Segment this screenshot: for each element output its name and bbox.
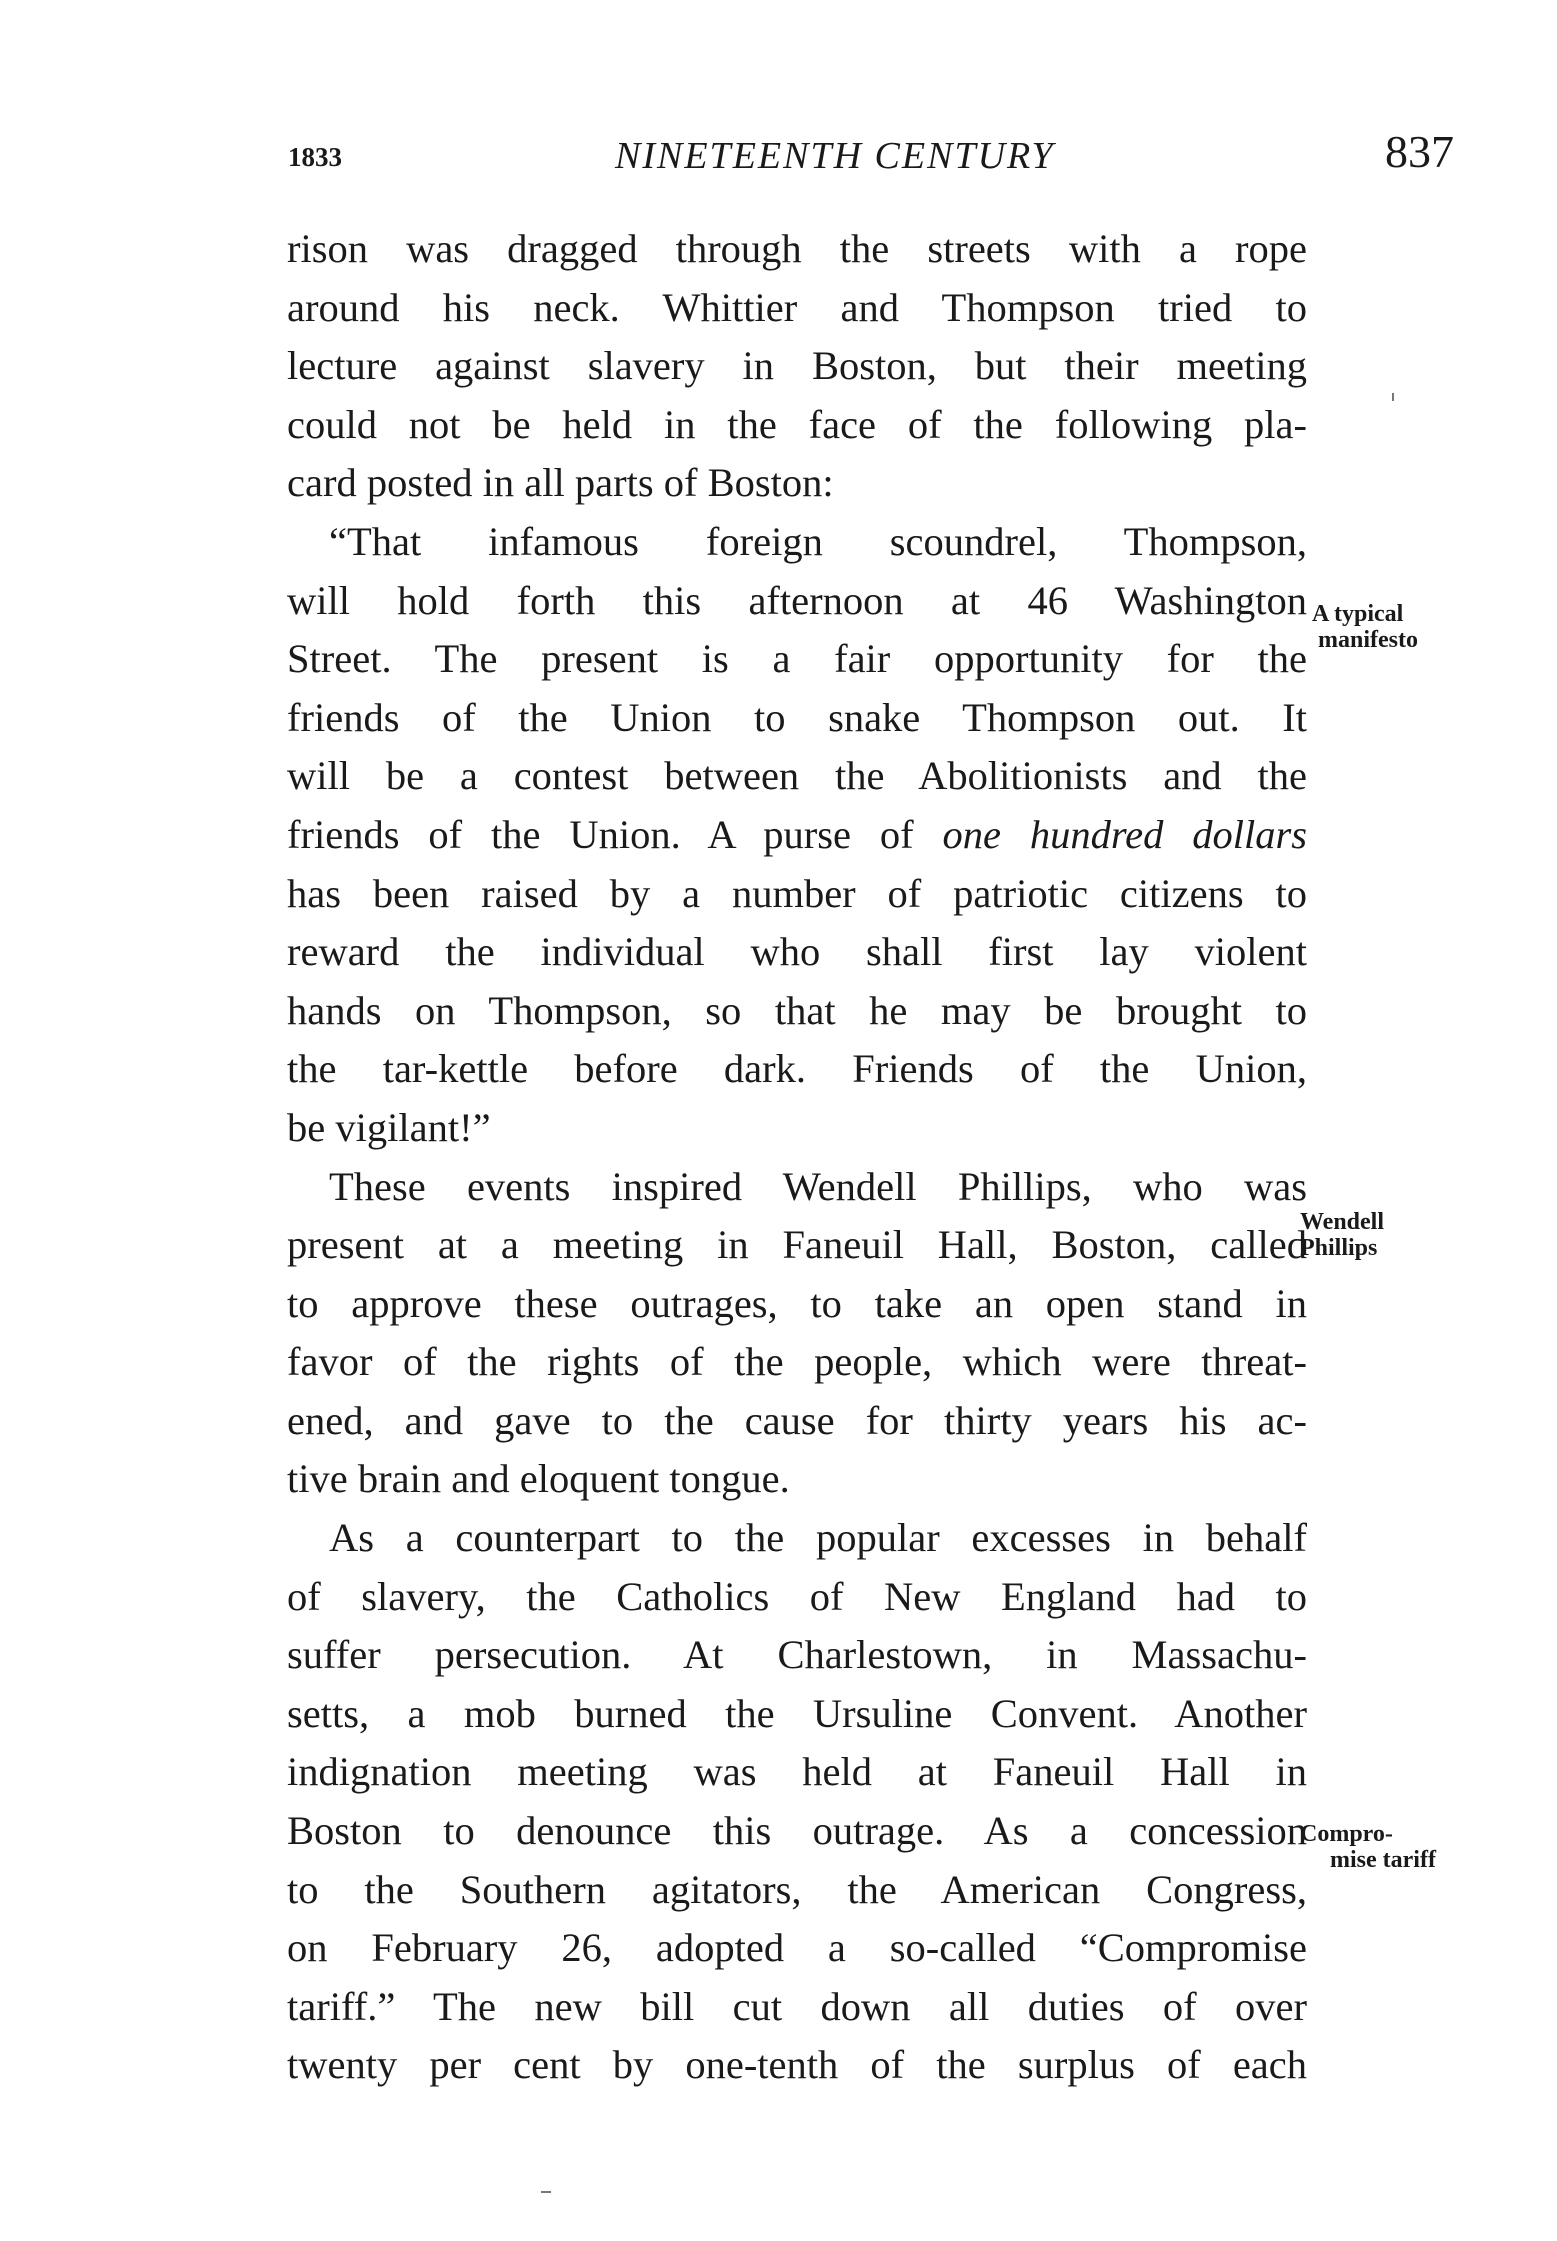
print-speck	[1392, 393, 1394, 401]
margin-note-tariff	[1300, 1822, 1436, 1872]
running-header-year: 1833	[288, 142, 342, 172]
text-line: present at a meeting in Faneuil Hall, Boston, called	[287, 1222, 1307, 1268]
text-line: suffer persecution. At Charlestown, in Massachu-	[287, 1632, 1307, 1678]
text-line: rison was dragged through the streets with a rope	[287, 226, 1307, 271]
text-line: lecture against slavery in Boston, but their meeting	[287, 343, 1307, 389]
text-line: ened, and gave to the cause for thirty years his ac-	[287, 1397, 1307, 1443]
text-line: reward the individual who shall first lay violent	[287, 929, 1307, 975]
text-line: the tar-kettle before dark. Friends of the Union,	[287, 1046, 1307, 1092]
margin-note-line: manifesto	[1318, 627, 1418, 653]
margin-note-line: Wendell	[1300, 1209, 1385, 1235]
text-line: be vigilant!”	[287, 1104, 491, 1150]
margin-note-line: Phillips	[1300, 1235, 1378, 1261]
running-header-title: NINETEENTH CENTURY	[615, 135, 1055, 177]
text-line: Street. The present is a fair opportunity for the	[287, 636, 1307, 682]
text-line: card posted in all parts of Boston:	[287, 460, 834, 506]
text-line: around his neck. Whittier and Thompson tried to	[287, 284, 1307, 330]
text-line: setts, a mob burned the Ursuline Convent. Another	[287, 1690, 1307, 1736]
text-line: “That infamous foreign scoundrel, Thompson,	[329, 518, 1307, 564]
text-line: to approve these outrages, to take an open stand in	[287, 1280, 1307, 1326]
text-line: hands on Thompson, so that he may be brought to	[287, 987, 1307, 1033]
margin-note-line: Compro-	[1300, 1821, 1393, 1847]
text-line: on February 26, adopted a so-called “Compromise	[287, 1925, 1307, 1971]
text-line: has been raised by a number of patriotic citizens to	[287, 870, 1307, 916]
text-line-mixed	[287, 806, 1307, 865]
text-line: tariff.” The new bill cut down all duties of over	[287, 1983, 1307, 2029]
text-line: twenty per cent by one-tenth of the surplus of each	[287, 2042, 1307, 2088]
text-line: indignation meeting was held at Faneuil Hall in	[287, 1749, 1307, 1795]
text-line: favor of the rights of the people, which were threat-	[287, 1339, 1307, 1385]
text-line: to the Southern agitators, the American Congress,	[287, 1866, 1307, 1912]
margin-note-phillips	[1300, 1210, 1384, 1260]
text-line: These events inspired Wendell Phillips, who was	[329, 1163, 1307, 1209]
margin-note-line: mise tariff	[1330, 1847, 1436, 1873]
text-line: friends of the Union to snake Thompson out. It	[287, 694, 1307, 740]
margin-note-manifesto	[1312, 602, 1418, 652]
body-text	[287, 220, 1307, 2095]
text-line: tive brain and eloquent tongue.	[287, 1456, 790, 1502]
text-line: of slavery, the Catholics of New England had to	[287, 1573, 1307, 1619]
text-line: As a counterpart to the popular excesses in behalf	[329, 1515, 1307, 1561]
margin-note-line: A typical	[1312, 601, 1404, 627]
italic-emphasis: one hundred dollars	[942, 811, 1307, 857]
text-line: will hold forth this afternoon at 46 Washington	[287, 577, 1307, 623]
page-number: 837	[1385, 126, 1454, 177]
text-line: will be a contest between the Abolitionists and the	[287, 753, 1307, 799]
text-run: friends of the Union. A purse of	[287, 811, 914, 857]
print-speck	[541, 2191, 551, 2193]
text-line: Boston to denounce this outrage. As a concession	[287, 1808, 1307, 1854]
text-line: could not be held in the face of the following pla-	[287, 401, 1307, 447]
